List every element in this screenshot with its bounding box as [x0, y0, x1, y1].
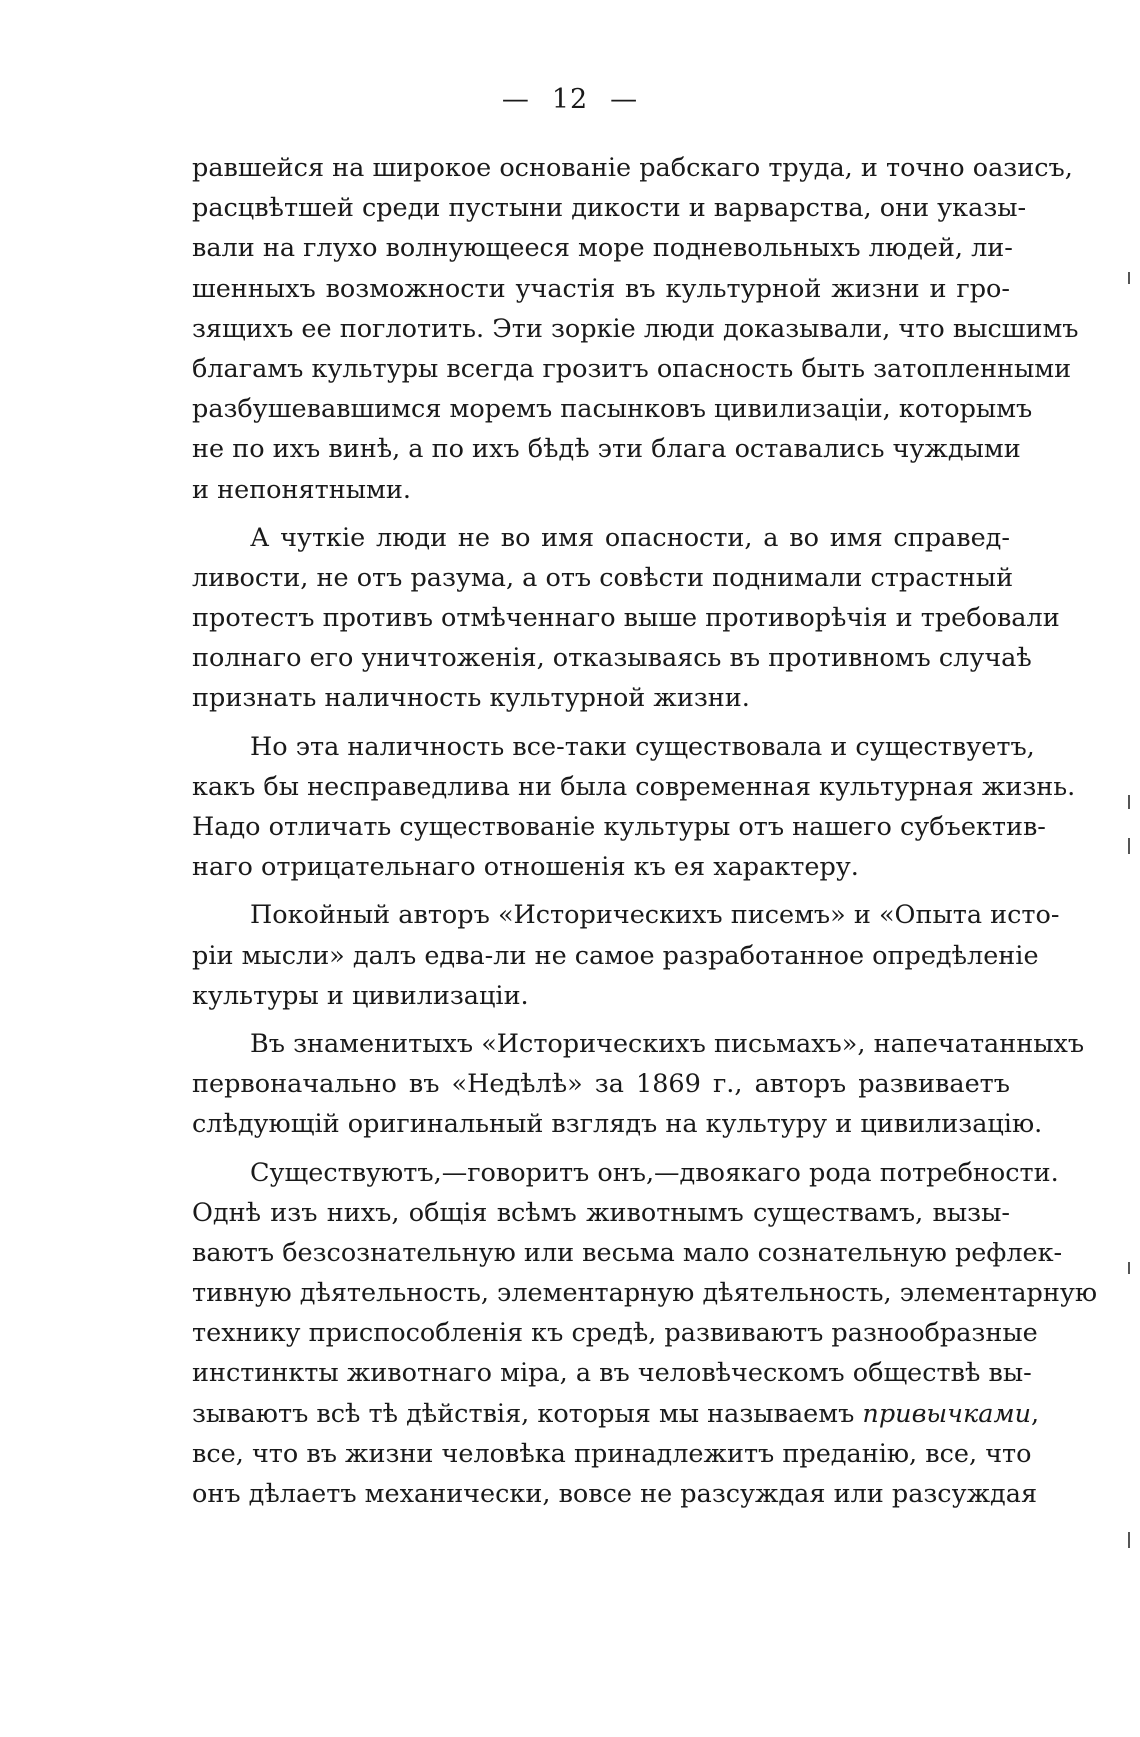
text-line: наго отрицательнаго отношенія къ ея характеру.: [192, 852, 859, 883]
scan-margin-mark: [1128, 272, 1130, 284]
text-line: ваютъ безсознательную или весьма мало сознательную рефлек-: [192, 1237, 1063, 1268]
text-line: шенныхъ возможности участія въ культурной жизни и гро-: [192, 273, 1010, 304]
text-line: слѣдующій оригинальный взглядъ на культуру и цивилизацію.: [192, 1109, 1043, 1140]
text-line: Въ знаменитыхъ «Историческихъ письмахъ», напечатанныхъ: [250, 1028, 1085, 1059]
text-line: разбушевавшимся моремъ пасынковъ цивилизаціи, которымъ: [192, 394, 1033, 425]
text-line: благамъ культуры всегда грозитъ опасность быть затопленными: [192, 353, 1072, 384]
text-line: вали на глухо волнующееся море подневольныхъ людей, ли-: [192, 233, 1013, 264]
text-line: Но эта наличность все-таки существовала и существуетъ,: [250, 731, 1035, 762]
header-dash-left: —: [501, 84, 530, 115]
text-line: и непонятными.: [192, 474, 411, 505]
scan-margin-mark: [1128, 1532, 1130, 1548]
text-line: Существуютъ,—говоритъ онъ,—двоякаго рода потребности.: [250, 1157, 1059, 1188]
text-line: Покойный авторъ «Историческихъ писемъ» и «Опыта исто-: [250, 900, 1060, 931]
page-number: 12: [551, 84, 589, 115]
paragraph-3: [192, 727, 1076, 888]
text-line: А чуткіе люди не во имя опасности, а во имя справед-: [250, 522, 1010, 553]
text-line: культуры и цивилизаціи.: [192, 980, 529, 1011]
text-line: ріи мысли» далъ едва-ли не самое разработанное опредѣленіе: [192, 940, 1039, 971]
text-line: Однѣ изъ нихъ, общія всѣмъ животнымъ существамъ, вызы-: [192, 1197, 1010, 1228]
text-line: технику приспособленія къ средѣ, развиваютъ разнообразные: [192, 1318, 1038, 1349]
scan-margin-mark: [1128, 838, 1130, 854]
text-line: инстинкты животнаго міра, а въ человѣческомъ обществѣ вы-: [192, 1358, 1032, 1389]
page-header: [0, 84, 1140, 115]
text-line: какъ бы несправедлива ни была современная культурная жизнь.: [192, 771, 1076, 802]
scan-margin-mark: [1128, 795, 1130, 809]
text-line: все, что въ жизни человѣка принадлежитъ преданію, все, что: [192, 1438, 1032, 1469]
emphasis-text-line: [192, 1394, 1040, 1434]
paragraph-6: [192, 1153, 1098, 1515]
text-line: Надо отличать существованіе культуры отъ нашего субъектив-: [192, 812, 1046, 842]
paragraph-5: [192, 1024, 1085, 1145]
text-line: ливости, не отъ разума, а отъ совѣсти поднимали страстный: [192, 562, 1014, 593]
text-line: зящихъ ее поглотить. Эти зоркіе люди доказывали, что высшимъ: [192, 313, 1079, 344]
text-line: полнаго его уничтоженія, отказываясь въ противномъ случаѣ: [192, 643, 1032, 674]
scan-margin-mark: [1128, 1262, 1130, 1274]
paragraph-4: [192, 895, 1060, 1016]
text-line: признать наличность культурной жизни.: [192, 683, 750, 714]
text-line: первоначально въ «Недѣлѣ» за 1869 г., авторъ развиваетъ: [192, 1069, 1010, 1100]
paragraph-1: [192, 148, 1079, 510]
text-line: расцвѣтшей среди пустыни дикости и варварства, они указы-: [192, 193, 1027, 224]
text-line: протестъ противъ отмѣченнаго выше противорѣчія и требовали: [192, 603, 1060, 634]
text-line: равшейся на широкое основаніе рабскаго труда, и точно оазисъ,: [192, 153, 1073, 183]
text-line: онъ дѣлаетъ механически, вовсе не разсуждая или разсуждая: [192, 1479, 1038, 1509]
emphasis-line-prefix: зываютъ всѣ тѣ дѣйствія, которыя мы называемъ: [192, 1398, 863, 1429]
italic-emphasis-word: привычками: [862, 1398, 1032, 1429]
emphasis-line-suffix: ,: [1031, 1398, 1040, 1429]
paragraph-2: [192, 518, 1060, 719]
body-text: [192, 148, 1098, 1522]
text-line: тивную дѣятельность, элементарную дѣятельность, элементарную: [192, 1278, 1098, 1309]
header-dash-right: —: [610, 84, 639, 115]
text-line: не по ихъ винѣ, а по ихъ бѣдѣ эти блага оставались чуждыми: [192, 434, 1021, 465]
